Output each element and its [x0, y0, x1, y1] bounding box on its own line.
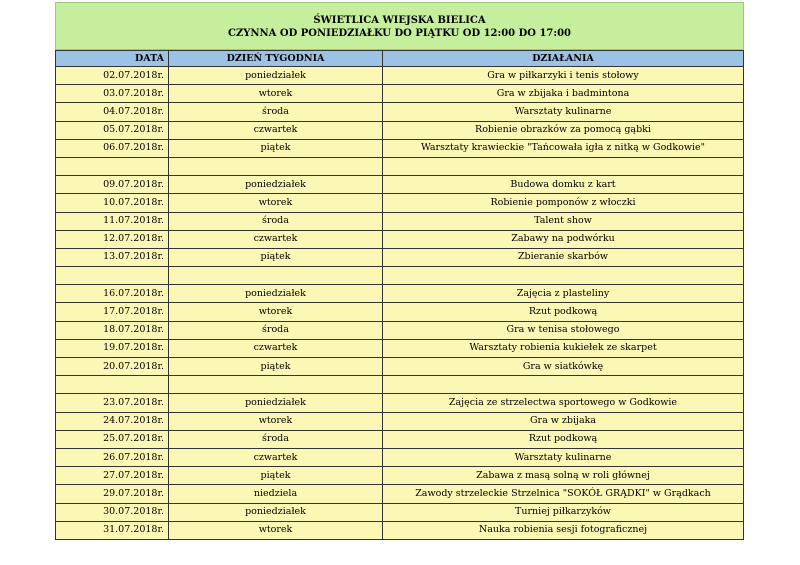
row-date: 05.07.2018r.: [56, 121, 169, 139]
row-weekday: niedziela: [169, 485, 383, 503]
row-date: [56, 376, 169, 394]
row-date: 29.07.2018r.: [56, 485, 169, 503]
row-date: [56, 157, 169, 175]
table-row: [56, 103, 744, 121]
row-activity: Warsztaty krawieckie "Tańcowała igła z nitką w Godkowie": [383, 139, 744, 157]
row-date: 27.07.2018r.: [56, 467, 169, 485]
table-row: [56, 85, 744, 103]
row-activity: Zajęcia z plasteliny: [383, 285, 744, 303]
row-activity: Gra w zbijaka i badmintona: [383, 85, 744, 103]
table-row: [56, 321, 744, 339]
row-weekday: wtorek: [169, 194, 383, 212]
row-date: 31.07.2018r.: [56, 521, 169, 539]
row-date: 12.07.2018r.: [56, 230, 169, 248]
table-row: [56, 248, 744, 266]
row-activity: Robienie obrazków za pomocą gąbki: [383, 121, 744, 139]
row-activity: [383, 376, 744, 394]
row-weekday: piątek: [169, 139, 383, 157]
row-date: 20.07.2018r.: [56, 358, 169, 376]
row-activity: Zabawy na podwórku: [383, 230, 744, 248]
row-activity: Warsztaty kulinarne: [383, 448, 744, 466]
row-date: 26.07.2018r.: [56, 448, 169, 466]
table-row: [56, 157, 744, 175]
row-weekday: poniedziałek: [169, 285, 383, 303]
row-activity: Warsztaty kulinarne: [383, 103, 744, 121]
table-row: [56, 485, 744, 503]
row-activity: Rzut podkową: [383, 303, 744, 321]
table-row: [56, 212, 744, 230]
row-date: 04.07.2018r.: [56, 103, 169, 121]
row-date: 19.07.2018r.: [56, 339, 169, 357]
row-activity: Budowa domku z kart: [383, 176, 744, 194]
row-date: 02.07.2018r.: [56, 67, 169, 85]
row-weekday: środa: [169, 103, 383, 121]
table-row: [56, 394, 744, 412]
header-weekday: DZIEŃ TYGODNIA: [169, 51, 383, 67]
row-activity: Talent show: [383, 212, 744, 230]
row-date: 16.07.2018r.: [56, 285, 169, 303]
table-row: [56, 467, 744, 485]
row-date: 17.07.2018r.: [56, 303, 169, 321]
table-row: [56, 503, 744, 521]
row-date: 18.07.2018r.: [56, 321, 169, 339]
table-row: [56, 521, 744, 539]
row-weekday: poniedziałek: [169, 176, 383, 194]
row-date: 25.07.2018r.: [56, 430, 169, 448]
row-weekday: [169, 267, 383, 285]
header-row: [56, 51, 744, 67]
row-activity: Gra w tenisa stołowego: [383, 321, 744, 339]
schedule-body: [56, 67, 744, 540]
row-date: 06.07.2018r.: [56, 139, 169, 157]
row-date: 24.07.2018r.: [56, 412, 169, 430]
row-weekday: środa: [169, 430, 383, 448]
row-activity: Robienie pomponów z włoczki: [383, 194, 744, 212]
table-row: [56, 285, 744, 303]
row-activity: [383, 157, 744, 175]
table-row: [56, 412, 744, 430]
row-activity: Zbieranie skarbów: [383, 248, 744, 266]
row-weekday: poniedziałek: [169, 67, 383, 85]
row-date: 23.07.2018r.: [56, 394, 169, 412]
table-row: [56, 339, 744, 357]
table-row: [56, 303, 744, 321]
table-row: [56, 448, 744, 466]
row-weekday: wtorek: [169, 303, 383, 321]
row-weekday: wtorek: [169, 521, 383, 539]
table-row: [56, 176, 744, 194]
table-row: [56, 267, 744, 285]
table-row: [56, 358, 744, 376]
row-weekday: piątek: [169, 358, 383, 376]
row-date: 30.07.2018r.: [56, 503, 169, 521]
row-date: 13.07.2018r.: [56, 248, 169, 266]
row-date: 03.07.2018r.: [56, 85, 169, 103]
table-row: [56, 376, 744, 394]
row-weekday: czwartek: [169, 230, 383, 248]
schedule-table: [55, 50, 744, 540]
row-activity: [383, 267, 744, 285]
row-activity: Gra w zbijaka: [383, 412, 744, 430]
row-activity: Nauka robienia sesji fotograficznej: [383, 521, 744, 539]
row-activity: Rzut podkową: [383, 430, 744, 448]
header-date: DATA: [56, 51, 169, 67]
row-weekday: piątek: [169, 248, 383, 266]
row-weekday: poniedziałek: [169, 503, 383, 521]
row-weekday: piątek: [169, 467, 383, 485]
row-date: 11.07.2018r.: [56, 212, 169, 230]
row-activity: Gra w piłkarzyki i tenis stołowy: [383, 67, 744, 85]
row-weekday: [169, 157, 383, 175]
row-weekday: czwartek: [169, 448, 383, 466]
title-line-2: CZYNNA OD PONIEDZIAŁKU DO PIĄTKU OD 12:00 DO 17:00: [227, 28, 571, 39]
table-row: [56, 194, 744, 212]
header-activities: DZIAŁANIA: [383, 51, 744, 67]
row-weekday: wtorek: [169, 85, 383, 103]
row-activity: Turniej piłkarzyków: [383, 503, 744, 521]
table-row: [56, 230, 744, 248]
row-date: 10.07.2018r.: [56, 194, 169, 212]
table-row: [56, 121, 744, 139]
row-activity: Zabawa z masą solną w roli głównej: [383, 467, 744, 485]
row-weekday: [169, 376, 383, 394]
table-row: [56, 139, 744, 157]
row-activity: Gra w siatkówkę: [383, 358, 744, 376]
row-date: 09.07.2018r.: [56, 176, 169, 194]
table-row: [56, 430, 744, 448]
row-weekday: czwartek: [169, 121, 383, 139]
schedule-sheet: [55, 2, 744, 540]
row-weekday: wtorek: [169, 412, 383, 430]
row-weekday: poniedziałek: [169, 394, 383, 412]
title-banner: [55, 2, 744, 50]
row-activity: Zawody strzeleckie Strzelnica "SOKÓŁ GRĄDKI" w Grądkach: [383, 485, 744, 503]
row-activity: Warsztaty robienia kukiełek ze skarpet: [383, 339, 744, 357]
row-weekday: środa: [169, 212, 383, 230]
row-activity: Zajęcia ze strzelectwa sportowego w Godkowie: [383, 394, 744, 412]
title-line-1: ŚWIETLICA WIEJSKA BIELICA: [313, 15, 486, 26]
table-row: [56, 67, 744, 85]
row-weekday: środa: [169, 321, 383, 339]
row-date: [56, 267, 169, 285]
row-weekday: czwartek: [169, 339, 383, 357]
